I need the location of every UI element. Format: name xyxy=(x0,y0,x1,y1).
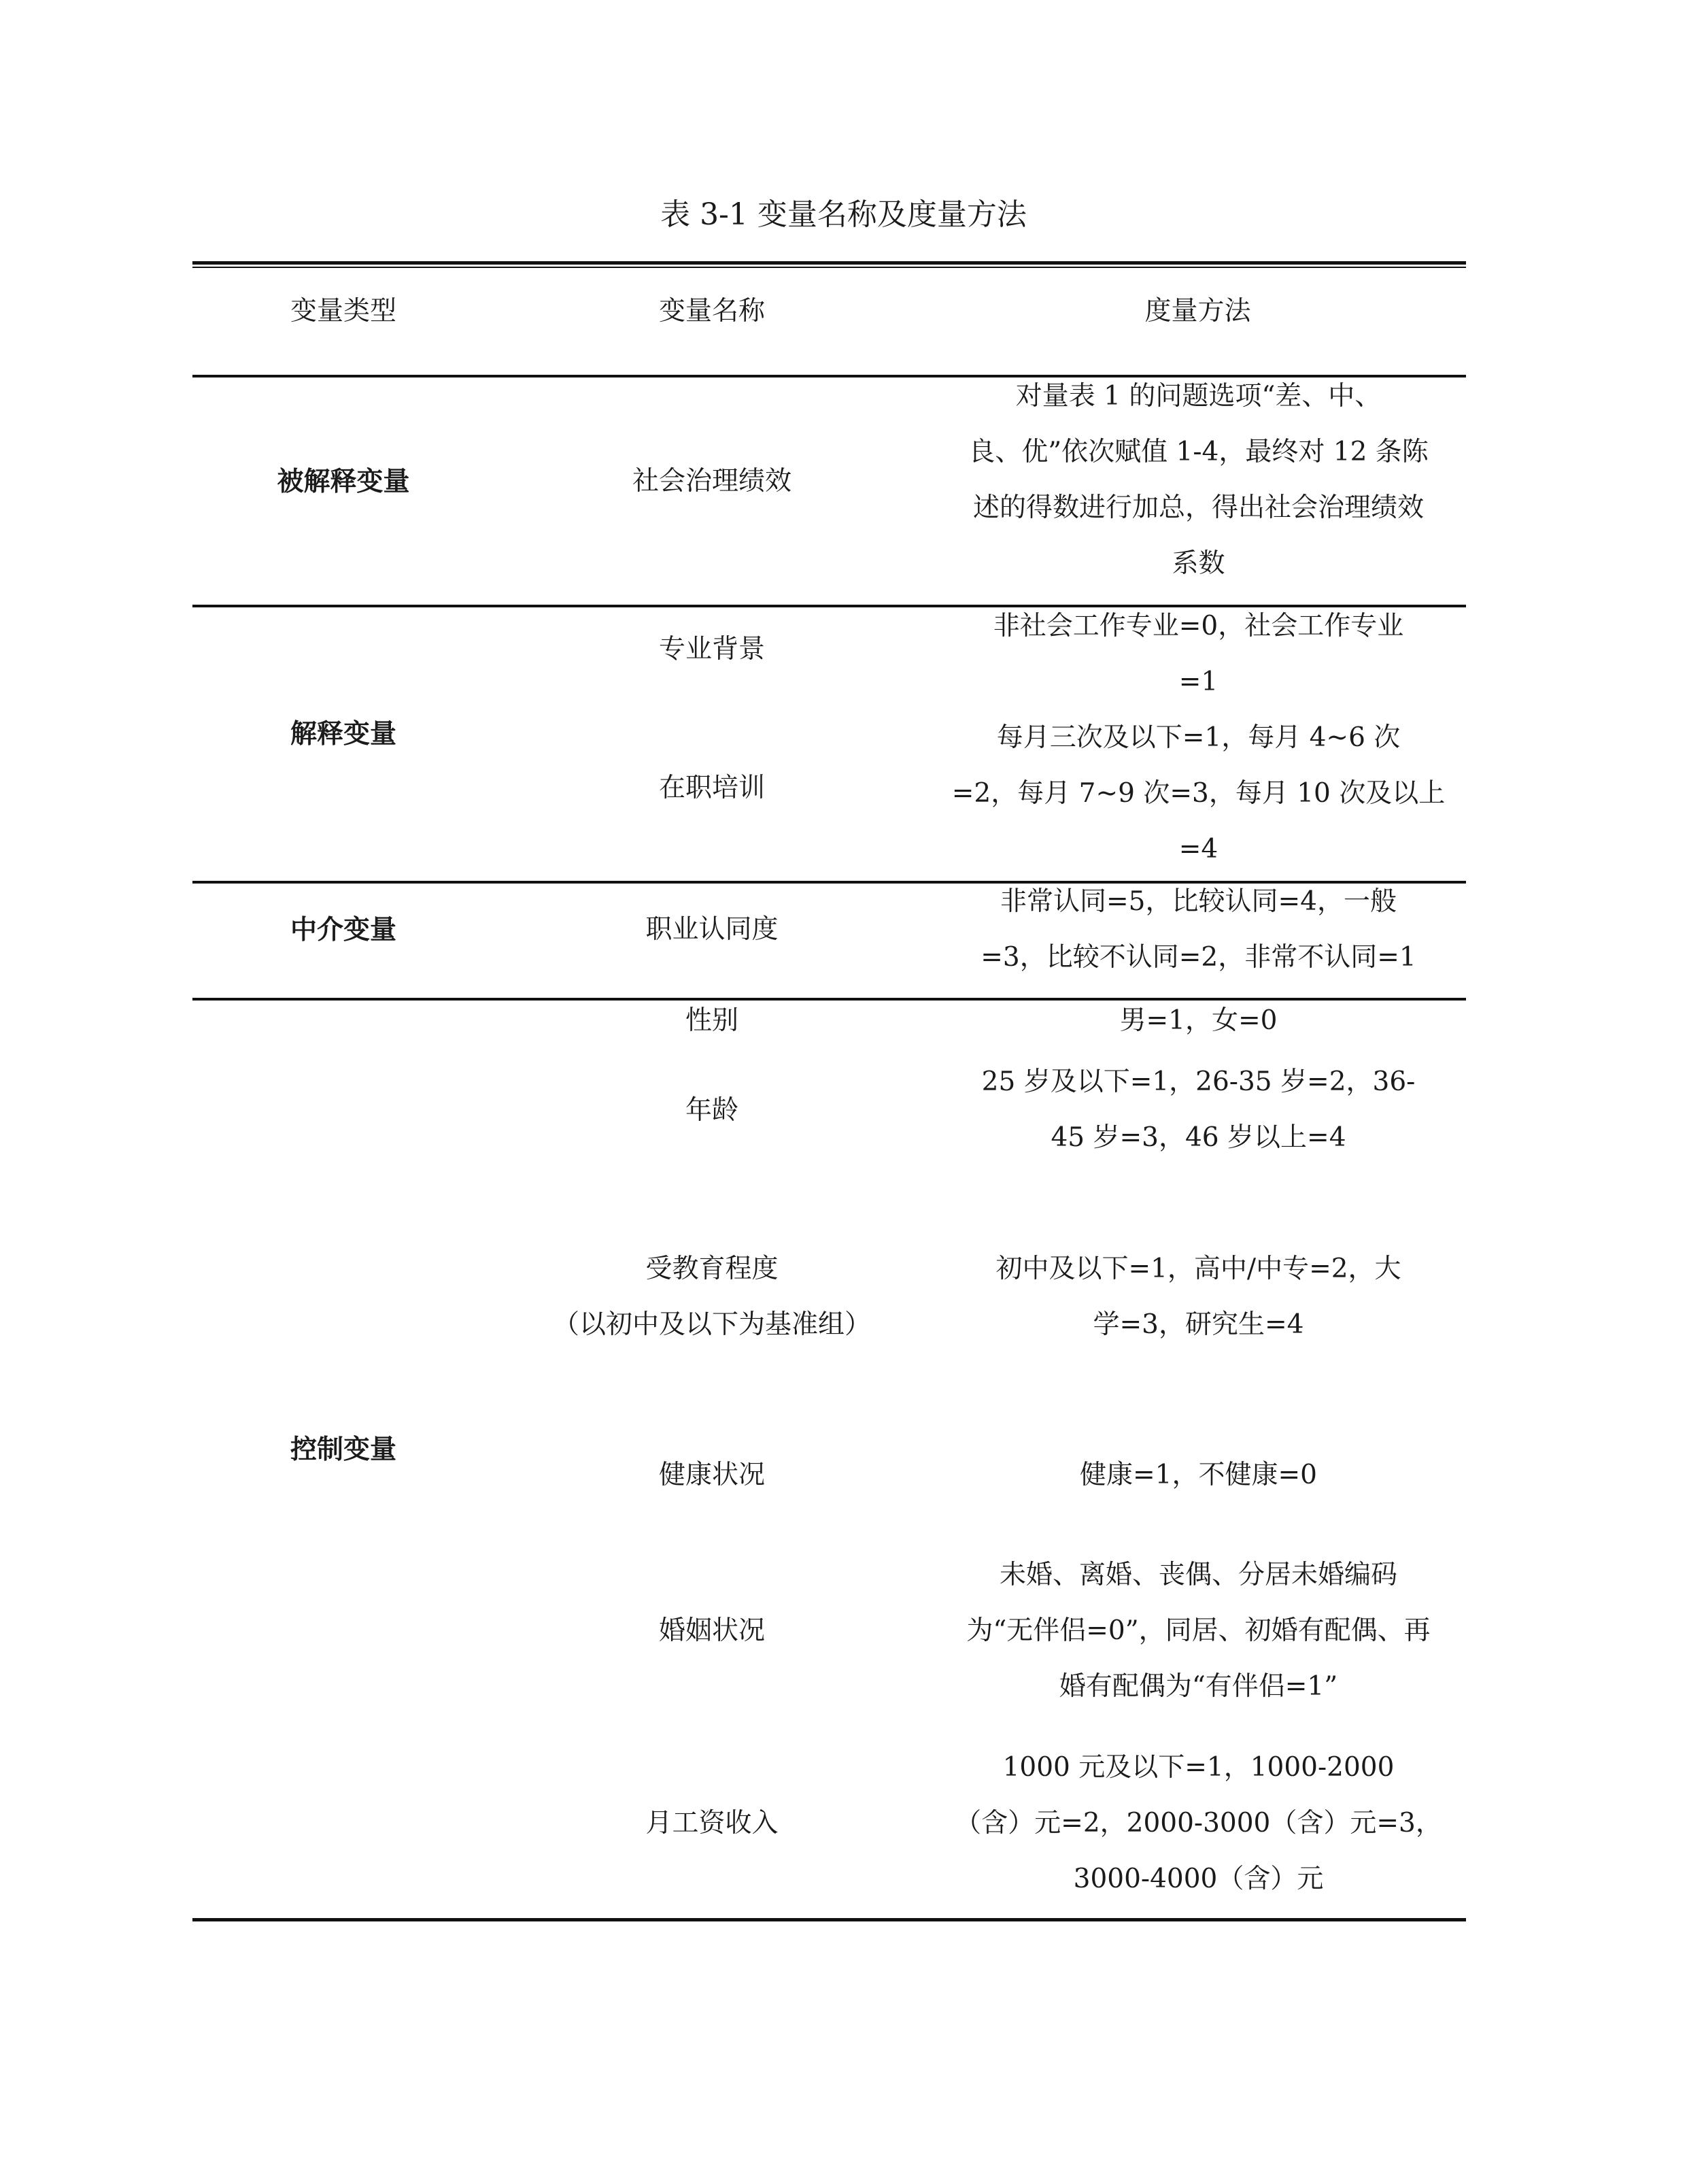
method-line: 系数 xyxy=(1172,548,1225,579)
name-marriage: 婚姻状况 xyxy=(658,1615,765,1646)
header-variable-type: 变量类型 xyxy=(290,296,396,326)
name-major: 专业背景 xyxy=(658,634,765,665)
method-line: 男=1，女=0 xyxy=(1119,1005,1278,1036)
method-line: 非常认同=5，比较认同=4，一般 xyxy=(1000,886,1397,917)
method-line: 未婚、离婚、丧偶、分居未婚编码 xyxy=(999,1560,1397,1590)
method-line: 45 岁=3，46 岁以上=4 xyxy=(1051,1122,1346,1153)
method-line: 婚有配偶为“有伴侣=1” xyxy=(1059,1671,1338,1702)
method-health xyxy=(942,1447,1455,1503)
method-age xyxy=(942,1054,1455,1166)
method-line: 健康=1，不健康=0 xyxy=(1080,1460,1317,1490)
method-governance-performance xyxy=(942,369,1455,592)
method-education xyxy=(942,1241,1455,1353)
name-income: 月工资收入 xyxy=(645,1808,779,1838)
type-control: 控制变量 xyxy=(290,1434,396,1465)
method-line: =4 xyxy=(1178,834,1219,864)
method-professional-identity xyxy=(942,874,1455,986)
name-health: 健康状况 xyxy=(658,1460,765,1490)
method-line: 1000 元及以下=1，1000-2000 xyxy=(1002,1752,1395,1783)
method-training xyxy=(942,710,1455,877)
method-line: 良、优”依次赋值 1-4，最终对 12 条陈 xyxy=(968,437,1429,467)
method-line: 学=3，研究生=4 xyxy=(1093,1309,1304,1340)
method-gender xyxy=(942,993,1455,1049)
name-training: 在职培训 xyxy=(658,773,765,803)
name-education-note: （以初中及以下为基准组） xyxy=(552,1309,871,1340)
type-independent: 解释变量 xyxy=(290,718,396,750)
method-line: 述的得数进行加总，得出社会治理绩效 xyxy=(972,492,1424,523)
name-professional-identity: 职业认同度 xyxy=(645,914,779,945)
header-measurement: 度量方法 xyxy=(1144,296,1251,326)
type-dependent: 被解释变量 xyxy=(277,466,410,497)
method-line: 对量表 1 的问题选项“差、中、 xyxy=(1015,381,1382,411)
method-line: =2，每月 7~9 次=3，每月 10 次及以上 xyxy=(951,778,1446,809)
name-governance-performance: 社会治理绩效 xyxy=(632,466,791,497)
method-income xyxy=(942,1740,1455,1907)
name-gender: 性别 xyxy=(685,1005,738,1036)
method-line: 每月三次及以下=1，每月 4~6 次 xyxy=(996,722,1401,753)
method-line: =1 xyxy=(1178,667,1219,697)
type-mediator: 中介变量 xyxy=(290,914,396,945)
method-line: 25 岁及以下=1，26-35 岁=2，36- xyxy=(981,1066,1416,1097)
header-variable-name: 变量名称 xyxy=(658,296,765,326)
name-age: 年龄 xyxy=(685,1095,738,1126)
method-marriage xyxy=(942,1547,1455,1715)
method-line: 非社会工作专业=0，社会工作专业 xyxy=(993,611,1404,641)
bottom-rule xyxy=(192,1918,1466,1921)
method-major xyxy=(942,599,1455,710)
top-rule-thick xyxy=(192,261,1466,265)
method-line: （含）元=2，2000-3000（含）元=3， xyxy=(955,1808,1442,1838)
method-line: 为“无伴侣=0”，同居、初婚有配偶、再 xyxy=(966,1615,1431,1646)
method-line: =3，比较不认同=2，非常不认同=1 xyxy=(981,942,1416,973)
method-line: 3000-4000（含）元 xyxy=(1073,1864,1324,1894)
name-education: 受教育程度 xyxy=(645,1254,779,1284)
top-rule-thin xyxy=(192,267,1466,268)
table-caption: 表 3-1 变量名称及度量方法 xyxy=(660,197,1027,232)
method-line: 初中及以下=1，高中/中专=2，大 xyxy=(995,1254,1401,1284)
